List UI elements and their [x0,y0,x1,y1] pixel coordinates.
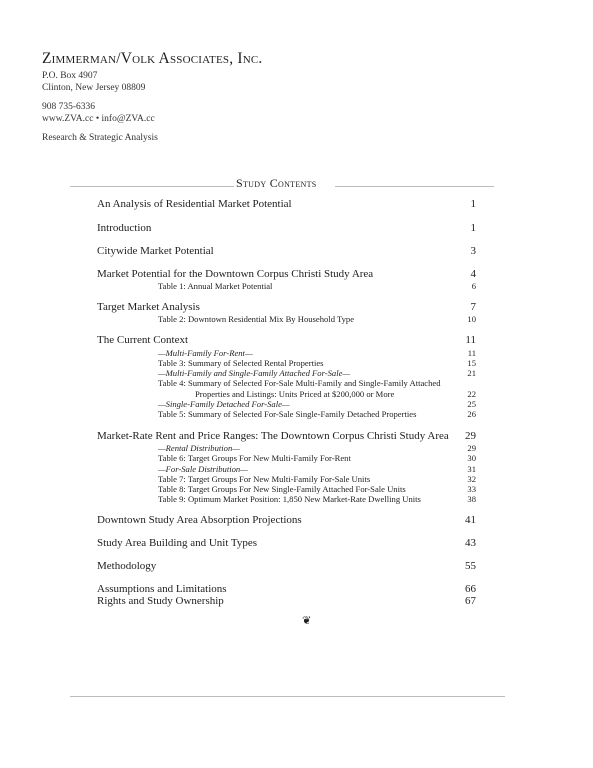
po-box: P.O. Box 4907 [42,71,98,81]
toc-title: Study Contents [236,176,317,190]
toc-entry-page: 21 [467,368,476,378]
toc-entry-label: Rights and Study Ownership [97,595,224,607]
toc-entry-label: Table 8: Target Groups For New Single-Family Attached For-Sale Units [158,484,406,494]
firm-name: Zimmerman/Volk Associates, Inc. [42,50,263,67]
toc-entry-label: —For-Sale Distribution— [158,464,248,474]
toc-entry-page: 4 [470,268,476,280]
toc-entry-label: Table 7: Target Groups For New Multi-Family For-Sale Units [158,474,371,484]
toc-entry-label: —Single-Family Detached For-Sale— [158,399,290,409]
toc-entry-label: Assumptions and Limitations [97,583,227,595]
toc-entry-label: Table 5: Summary of Selected For-Sale Single-Family Detached Properties [158,409,417,419]
toc-entry-label: Methodology [97,560,157,572]
toc-entry-label: Table 4: Summary of Selected For-Sale Multi-Family and Single-Family Attached [158,378,441,388]
toc-entry-page: 38 [467,494,476,504]
toc-entry-label: Market-Rate Rent and Price Ranges: The Downtown Corpus Christi Study Area [97,430,449,442]
toc-entry-label: The Current Context [97,334,189,346]
toc-entry-label: Table 2: Downtown Residential Mix By Household Type [158,314,355,324]
toc-entry-label: —Multi-Family For-Rent— [158,348,253,358]
toc-entry-page: 7 [470,301,476,313]
toc-entry-page: 26 [467,409,476,419]
bottom-rule [70,696,505,697]
toc-entry-label: Table 1: Annual Market Potential [158,281,273,291]
fleuron-ornament-icon: ❦ [302,615,312,627]
toc-entry-page: 33 [467,484,476,494]
toc-entry-label: Properties and Listings: Units Priced at $200,000 or More [195,389,395,399]
title-rule-right [335,186,494,187]
toc-entry-page: 41 [465,514,476,526]
toc-entry-page: 31 [467,464,476,474]
toc-header [70,176,494,190]
web-email: www.ZVA.cc • info@ZVA.cc [42,113,155,124]
toc-entry-page: 6 [471,281,476,291]
toc-entry-label: —Rental Distribution— [158,443,240,453]
toc-entry-page: 55 [465,560,476,572]
toc-entry-page: 30 [467,453,476,463]
toc-entry-page: 25 [467,399,476,409]
toc-entry-page: 67 [465,595,476,607]
toc-entry-label: —Multi-Family and Single-Family Attached For-Sale— [158,368,351,378]
toc-entry-label: Study Area Building and Unit Types [97,537,258,549]
toc-entry-page: 11 [465,334,476,346]
toc-entry-label: Market Potential for the Downtown Corpus Christi Study Area [97,268,374,280]
toc-entry-page: 43 [465,537,476,549]
letterhead [42,50,262,145]
toc-entry-label: An Analysis of Residential Market Potential [97,198,292,210]
toc-entry-label: Downtown Study Area Absorption Projections [97,514,302,526]
toc-entry-page: 15 [467,358,476,368]
city-address: Clinton, New Jersey 08809 [42,82,146,93]
toc-entry-page: 1 [470,222,476,234]
tagline: Research & Strategic Analysis [42,133,158,143]
toc-entry-page: 32 [467,474,476,484]
toc-entry-label: Table 3: Summary of Selected Rental Properties [158,358,324,368]
title-rule-left [70,186,234,187]
toc-entry-page: 10 [467,314,476,324]
toc-entry-page: 1 [470,198,476,210]
toc-entry-page: 3 [470,245,476,257]
toc-entry-page: 22 [467,389,476,399]
toc-entry-page: 29 [465,430,476,442]
phone: 908 735-6336 [42,102,96,112]
toc-entry-page: 29 [467,443,476,453]
toc-entry-label: Table 9: Optimum Market Position: 1,850 New Market-Rate Dwelling Units [158,494,421,504]
toc-entry-page: 11 [467,348,476,358]
toc-entry-label: Citywide Market Potential [97,245,214,257]
toc-entry-label: Introduction [97,222,152,234]
toc-entry-label: Target Market Analysis [97,301,200,313]
toc-entry-label: Table 6: Target Groups For New Multi-Family For-Rent [158,453,351,463]
toc-entry-page: 66 [465,583,476,595]
